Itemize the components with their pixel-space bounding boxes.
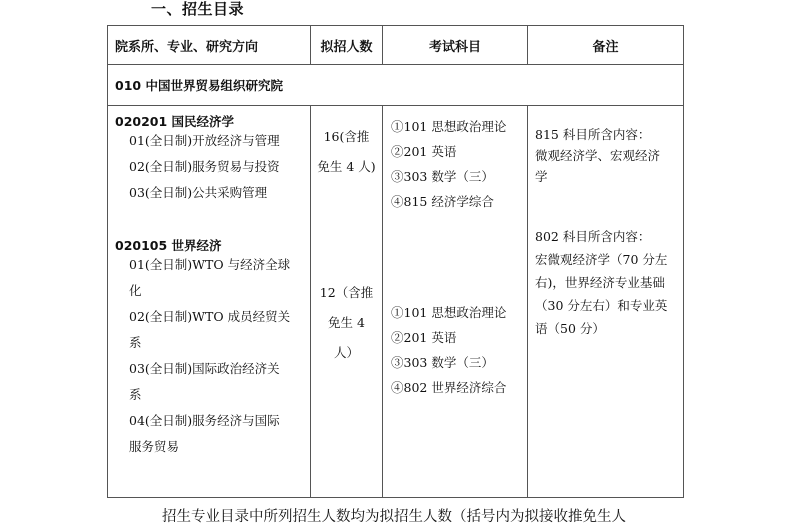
quota-value [311,278,382,368]
direction-item: 01(全日制)WTO 与经济全球 [129,257,291,272]
direction-item: 02(全日制)服务贸易与投资 [129,159,280,174]
direction-item: 化 [129,283,142,298]
subject-item: ①101 思想政治理论 [391,119,507,134]
footer-paragraph: 招生专业目录中所列招生人数均为拟招生人数（括号内为拟接收推免生人 [162,509,626,525]
note-line: 815 科目所含内容： [535,127,651,142]
subject-item: ④802 世界经济综合 [391,380,507,395]
note-block [535,124,660,187]
direction-item: 系 [129,387,142,402]
subject-item: ④815 经济学综合 [391,194,494,209]
direction-item: 03(全日制)国际政治经济关 [129,361,280,376]
note-line: 802 科目所含内容： [535,229,651,244]
direction-item: 服务贸易 [129,439,180,454]
subject-list [391,114,506,214]
quota-line: 人） [333,345,359,360]
direction-list [129,128,280,206]
header-quota: 拟招人数 [311,26,383,65]
header-notes: 备注 [528,26,684,65]
subject-item: ②201 英语 [391,330,457,345]
note-line: 学 [535,169,548,184]
major-title: 020105 世界经济 [115,238,222,253]
subject-item: ③303 数学（三） [391,355,494,370]
subject-item: ②201 英语 [391,144,457,159]
quota-value [311,122,382,182]
subject-list [391,300,506,400]
note-line: 微观经济学、宏观经济 [535,148,661,163]
quota-line: 12（含推 [319,285,374,300]
header-subjects: 考试科目 [383,26,528,65]
section-heading: 一、招生目录 [151,0,245,18]
subject-item: ③303 数学（三） [391,169,494,184]
subjects-cell [383,106,528,498]
note-line: 右)，世界经济专业基础 [535,275,665,290]
note-block [535,225,667,340]
quota-cell [311,106,383,498]
direction-item: 03(全日制)公共采购管理 [129,185,268,200]
quota-line: 16(含推 [323,129,370,144]
majors-cell [108,106,311,498]
table-header-row [108,26,684,65]
institute-name: 010 中国世界贸易组织研究院 [108,65,684,106]
direction-item: 02(全日制)WTO 成员经贸关 [129,309,291,324]
major-title: 020201 国民经济学 [115,114,235,129]
note-line: （30 分左右）和专业英 [535,298,668,313]
direction-item: 01(全日制)开放经济与管理 [129,133,280,148]
header-dept: 院系所、专业、研究方向 [108,26,311,65]
direction-list [129,252,290,460]
note-line: 语（50 分） [535,321,605,336]
note-line: 宏微观经济学（70 分左 [535,252,668,267]
quota-line: 免生 4 人) [317,159,376,174]
direction-item: 系 [129,335,142,350]
enrollment-table [107,25,684,498]
institute-row [108,65,684,106]
majors-row [108,106,684,498]
direction-item: 04(全日制)服务经济与国际 [129,413,280,428]
notes-cell [528,106,684,498]
quota-line: 免生 4 [328,315,365,330]
subject-item: ①101 思想政治理论 [391,305,507,320]
